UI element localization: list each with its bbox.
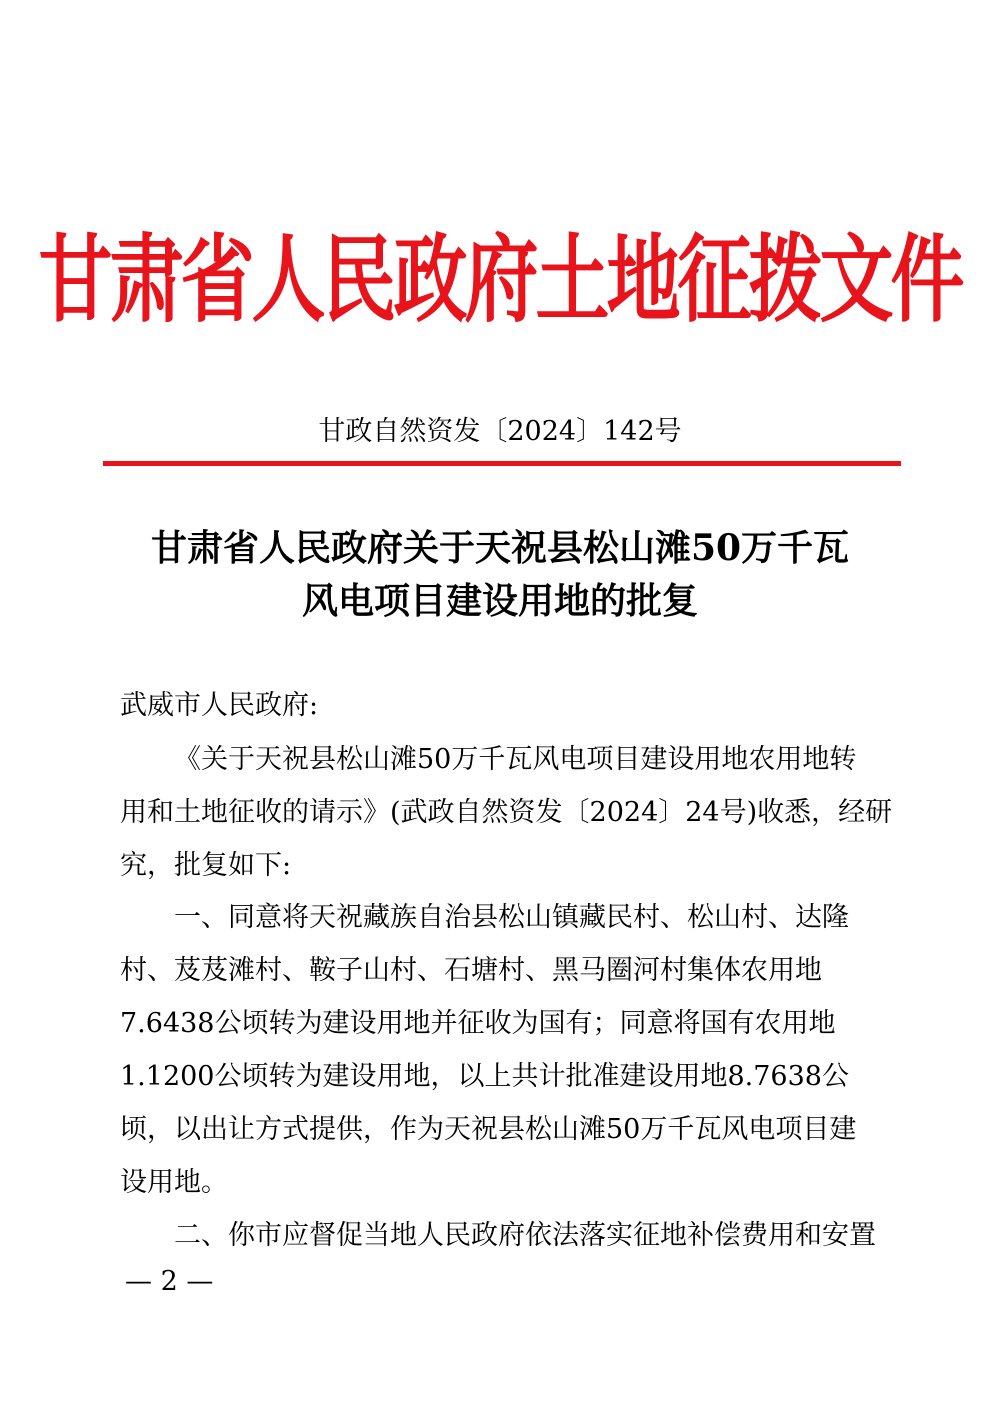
body-line-3: 究，批复如下:	[120, 850, 292, 881]
document-masthead: 甘肃省人民政府土地征拨文件	[38, 225, 962, 336]
document-title-line-2: 风电项目建设用地的批复	[301, 580, 698, 622]
page-number: — 2 —	[125, 1266, 214, 1297]
body-line-10: 二、你市应督促当地人民政府依法落实征地补偿费用和安置	[174, 1220, 876, 1251]
body-line-9: 设用地。	[120, 1167, 228, 1198]
addressee: 武威市人民政府:	[120, 690, 319, 721]
body-line-1: 《关于天祝县松山滩50万千瓦风电项目建设用地农用地转	[174, 744, 857, 775]
body-line-2: 用和土地征收的请示》(武政自然资发〔2024〕24号)收悉，经研	[120, 797, 893, 828]
red-divider-line	[103, 461, 901, 466]
body-line-6: 7.6438公顷转为建设用地并征收为国有；同意将国有农用地	[120, 1008, 836, 1039]
document-title-line-1: 甘肃省人民政府关于天祝县松山滩50万千瓦	[150, 527, 850, 569]
document-number: 甘政自然资发〔2024〕142号	[318, 416, 682, 447]
body-line-5: 村、芨芨滩村、鞍子山村、石塘村、黑马圈河村集体农用地	[120, 955, 822, 986]
body-line-4: 一、同意将天祝藏族自治县松山镇藏民村、松山村、达隆	[174, 902, 849, 933]
body-line-8: 顷，以出让方式提供，作为天祝县松山滩50万千瓦风电项目建	[120, 1114, 857, 1145]
body-line-7: 1.1200公顷转为建设用地，以上共计批准建设用地8.7638公	[120, 1061, 849, 1092]
